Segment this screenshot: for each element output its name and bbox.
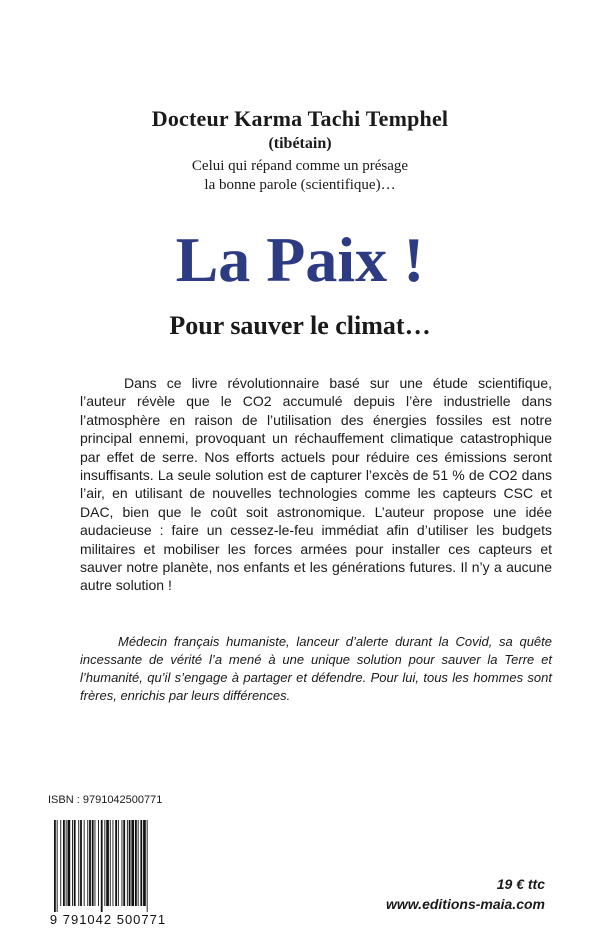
barcode-bar <box>115 820 117 906</box>
barcode-bar <box>104 820 105 906</box>
barcode-bar <box>66 820 67 906</box>
barcode-bar <box>80 820 82 906</box>
summary-paragraph: Dans ce livre révolutionnaire basé sur une étude scientifique, l’auteur révèle que le CO2 accumulé depuis l’ère industrielle dans l’atmosphère en raison de l’utilisation des énergies fossiles est notre principal ennemi, provoquant un réchauffement climatique catastrophique par effet de serre. Nos efforts actuels pour réduire ces émissions seront insuffisants. La seule solution est de capturer l’excès de 51 % de CO2 dans l’air, en utilisant de nouvelles technologies comme les capteurs CSC et DAC, bien que le coût soit astronomique. L’auteur propose une idée audacieuse : faire un cessez-le-feu immédiat afin d’utiliser les budgets militaires et mobiliser les forces armées pour installer ces capteurs et sauver notre planète, nos enfants et les générations futures. Il n’y a aucune autre solution ! <box>80 375 552 594</box>
isbn-label: ISBN : 9791042500771 <box>48 794 163 806</box>
price-label: 19 € ttc <box>496 876 545 892</box>
barcode-bar <box>129 820 131 906</box>
barcode-bar <box>122 820 123 906</box>
barcode-bar <box>101 820 103 912</box>
tagline-line-1: Celui qui répand comme un présage <box>191 158 409 174</box>
author-origin: (tibétain) <box>268 135 332 152</box>
barcode-bar <box>84 820 85 906</box>
barcode-bar <box>110 820 111 906</box>
barcode-bar <box>89 820 91 906</box>
barcode-bar <box>143 820 146 906</box>
barcode-bars <box>54 820 148 912</box>
barcode-bar <box>131 820 134 906</box>
tagline-line-2: la bonne parole (scientifique)… <box>204 177 396 193</box>
author-bio: Médecin français humaniste, lanceur d’alerte durant la Covid, sa quête incessante de vérité l’a mené à une unique solution pour sauver la Terre et l’humanité, qu’il s’engage à partager et défendre. Pour lui, tous les hommes sont frères, enrichis par leurs différences. <box>80 634 552 703</box>
barcode-bar <box>57 820 58 912</box>
barcode-bar <box>140 820 142 906</box>
barcode-bar <box>135 820 137 906</box>
barcode-bar <box>127 820 128 906</box>
barcode-bar <box>98 820 99 906</box>
barcode-bar <box>68 820 71 906</box>
barcode-bar <box>87 820 88 906</box>
author-tagline <box>0 157 600 195</box>
book-title: La Paix ! <box>175 224 425 295</box>
barcode-bar <box>74 820 76 906</box>
barcode-bar <box>118 820 119 906</box>
barcode-bar <box>106 820 109 906</box>
barcode-bar <box>123 820 125 906</box>
barcode-bar <box>147 820 148 912</box>
barcode-digits: 9 791042 500771 <box>50 912 166 927</box>
barcode-bar <box>54 820 56 912</box>
book-subtitle: Pour sauver le climat… <box>169 311 431 340</box>
barcode-bar <box>72 820 73 906</box>
barcode-bar <box>60 820 61 906</box>
author-name: Docteur Karma Tachi Temphel <box>151 106 449 131</box>
barcode-bar <box>138 820 139 906</box>
barcode <box>50 820 166 928</box>
publisher-website: www.editions-maia.com <box>386 896 545 912</box>
barcode-bar <box>113 820 114 906</box>
barcode-bar <box>92 820 94 906</box>
barcode-bar <box>95 820 96 906</box>
barcode-bar <box>78 820 79 906</box>
barcode-bar <box>63 820 65 906</box>
